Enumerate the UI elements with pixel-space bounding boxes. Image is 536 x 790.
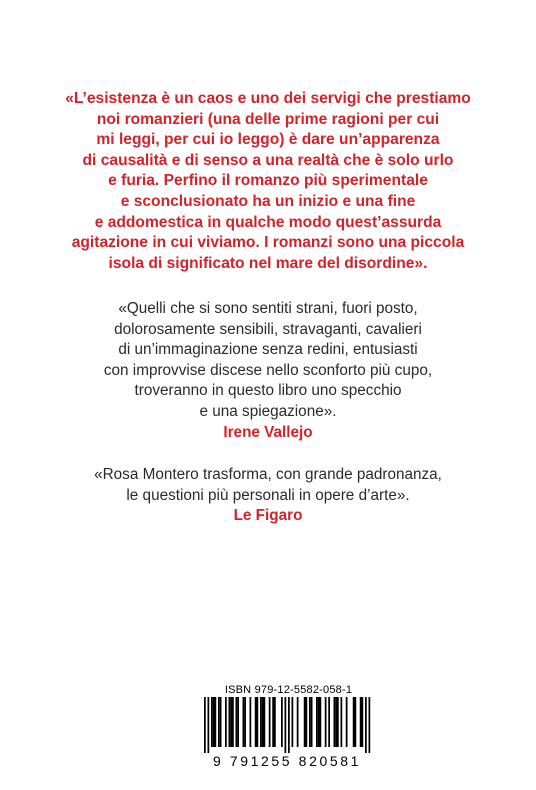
review-line: troveranno in questo libro uno specchio (134, 382, 402, 400)
review-quote-2 (0, 465, 536, 527)
barcode-bar (328, 697, 330, 747)
barcode-bar (255, 697, 257, 747)
barcode-bar (225, 697, 227, 747)
main-quote (0, 89, 536, 274)
barcode-bar (274, 697, 276, 747)
barcode-bar (236, 697, 238, 747)
barcode-bar (335, 697, 337, 747)
barcode-bar (346, 697, 348, 747)
main-quote-line: noi romanzieri (una delle prime ragioni per cui (96, 110, 440, 128)
review-line: dolorosamente sensibili, stravaganti, cavalieri (114, 320, 422, 338)
barcode-bar (353, 697, 355, 747)
barcode-bar (244, 697, 246, 747)
barcode-bar (229, 697, 231, 747)
barcode-bar (320, 697, 322, 747)
review-quote-1 (0, 299, 536, 443)
review-line: con improvvise discese nello sconforto più cupo, (103, 361, 433, 379)
review-line: di un’immaginazione senza redini, entusiasti (118, 341, 418, 359)
barcode-digits: 9 791255 820581 (213, 753, 361, 769)
review-line: le questioni più personali in opere d’arte». (126, 486, 410, 504)
barcode-bar (211, 697, 213, 747)
barcode-bar (362, 697, 364, 747)
barcode-bar (288, 697, 290, 753)
barcode-bar (297, 697, 299, 747)
barcode-bar (250, 697, 252, 747)
barcode-bar (341, 697, 343, 747)
isbn-label: ISBN 979-12-5582-058-1 (224, 684, 353, 696)
barcode (192, 697, 382, 753)
review-attribution: Irene Vallejo (223, 423, 313, 441)
barcode-bar (334, 697, 336, 747)
barcode-bar (285, 697, 287, 753)
main-quote-line: isola di significato nel mare del disordine». (108, 254, 428, 272)
barcode-bar (269, 697, 271, 747)
barcode-bar (318, 697, 320, 747)
barcode-bar (292, 697, 294, 747)
review-line: «Quelli che si sono sentiti strani, fuori posto, (118, 300, 418, 317)
barcode-bar (257, 697, 259, 747)
barcode-bar (369, 697, 371, 753)
main-quote-line: agitazione in cui viviamo. I romanzi sono una piccola (71, 234, 465, 252)
barcode-bar (204, 697, 206, 753)
barcode-bar (260, 697, 262, 747)
barcode-bar (281, 697, 283, 747)
barcode-bar (215, 697, 217, 747)
barcode-bar (232, 697, 234, 747)
barcode-bar (355, 697, 357, 747)
review-line: «Rosa Montero trasforma, con grande padronanza, (94, 466, 442, 483)
main-quote-line: mi leggi, per cui io leggo) è dare un’apparenza (96, 131, 440, 149)
main-quote-line: e furia. Perfino il romanzo più sperimentale (108, 172, 428, 190)
barcode-bar (213, 697, 215, 747)
barcode-bar (243, 697, 245, 747)
barcode-bar (208, 697, 210, 753)
barcode-bar (264, 697, 266, 747)
barcode-bar (365, 697, 367, 753)
main-quote-line: di causalità e di senso a una realtà che è solo urlo (82, 151, 454, 169)
main-quote-line: e addomestica in qualche modo quest’assurda (94, 213, 442, 231)
main-quote-line: «L’esistenza è un caos e uno dei servigi che prestiamo (65, 90, 471, 107)
barcode-bar (309, 697, 311, 747)
review-attribution: Le Figaro (233, 507, 303, 525)
barcode-bar (230, 697, 232, 747)
barcode-bar (304, 697, 306, 747)
barcode-bar (306, 697, 308, 747)
barcode-bar (337, 697, 339, 747)
barcode-bar (311, 697, 313, 747)
barcode-bar (325, 697, 327, 747)
barcode-bar (272, 697, 274, 747)
barcode-bar (237, 697, 239, 747)
barcode-bar (360, 697, 362, 747)
barcode-bar (316, 697, 318, 747)
barcode-bar (218, 697, 220, 747)
main-quote-line: e sconclusionato ha un inizio e una fine (120, 192, 416, 210)
barcode-bar (220, 697, 222, 747)
review-line: e una spiegazione». (199, 402, 337, 420)
barcode-bar (262, 697, 264, 747)
